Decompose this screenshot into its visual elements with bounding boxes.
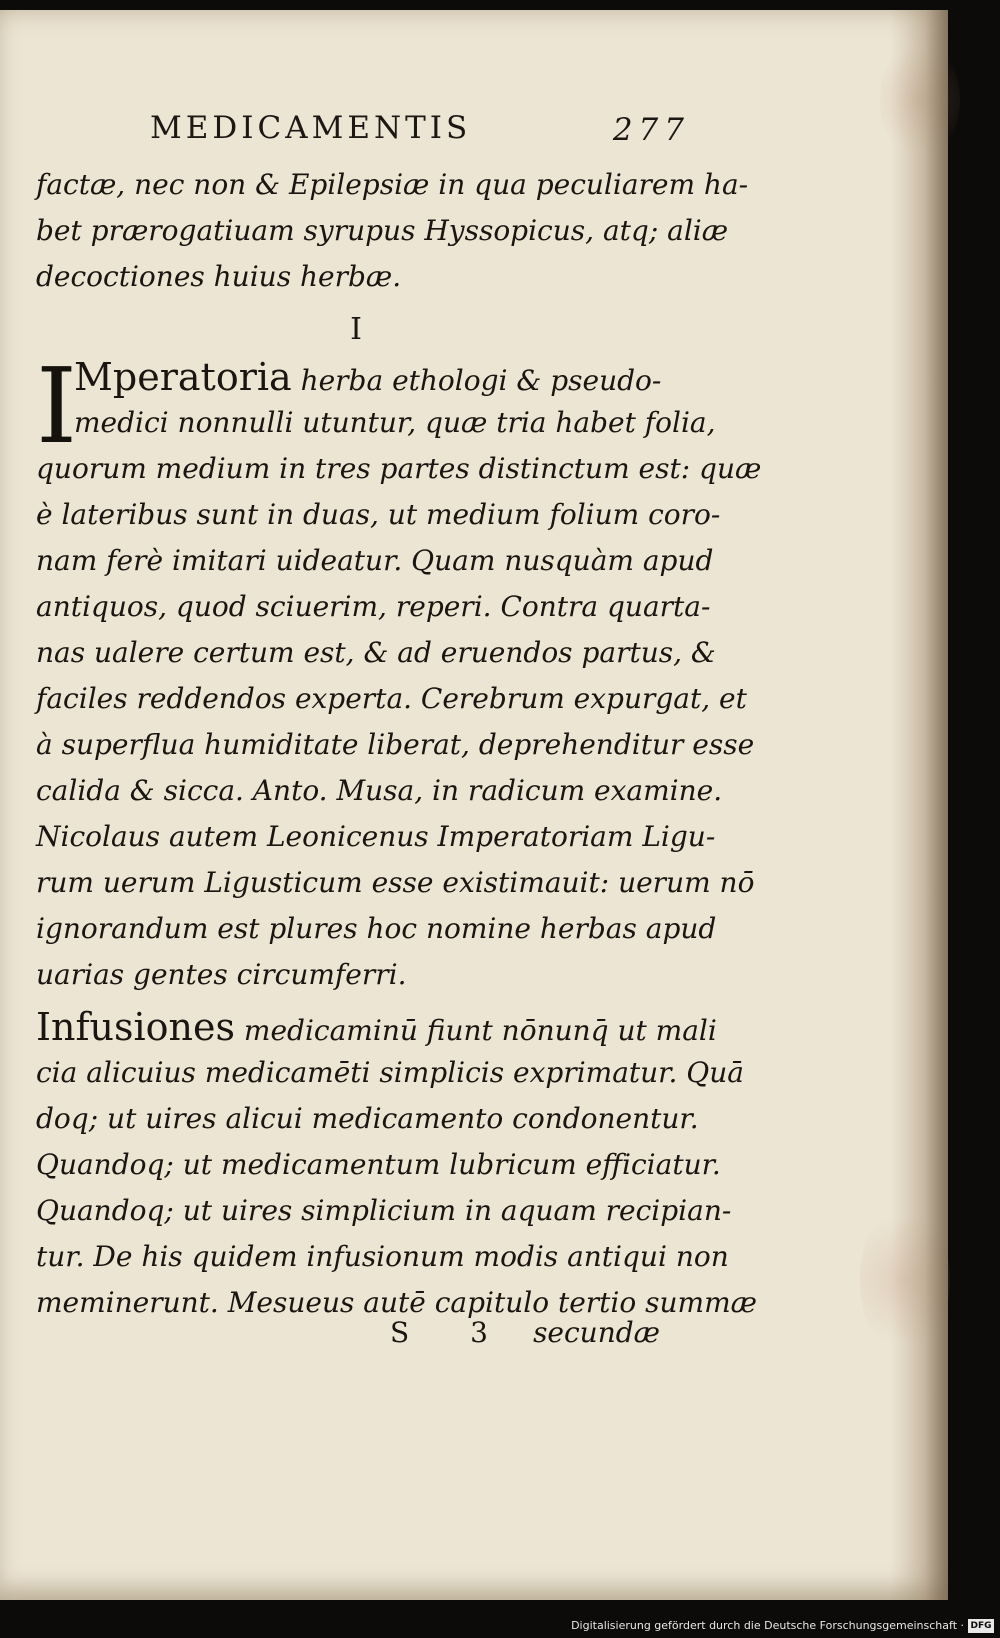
entry-headword: Infusiones — [36, 1005, 236, 1049]
text-line: nam ferè imitari uideatur. Quam nusquàm apud — [36, 544, 714, 577]
text-line: rum uerum Ligusticum esse existimauit: uerum nō — [36, 866, 755, 899]
page-stain — [860, 1200, 950, 1360]
text-line: faciles reddendos experta. Cerebrum expurgat, et — [36, 682, 747, 715]
text-line — [36, 354, 676, 400]
page-footer — [390, 1316, 660, 1360]
catchword: secundæ — [533, 1316, 660, 1349]
section-heading: I — [350, 312, 362, 347]
text-span: herba ethologi & pseudo- — [291, 364, 662, 397]
text-line: uarias gentes circumferri. — [36, 958, 407, 991]
text-line — [36, 1004, 717, 1050]
digitization-credit: Digitalisierung gefördert durch die Deutsche Forschungsgemeinschaft · — [571, 1619, 964, 1632]
entry-infusiones — [36, 1004, 757, 1326]
text-line: nas ualere certum est, & ad eruendos partus, & — [36, 636, 716, 669]
text-line: bet prærogatiuam syrupus Hyssopicus, atq; aliæ — [36, 214, 729, 247]
text-line: Quandoq; ut uires simplicium in aquam recipian- — [36, 1194, 732, 1227]
text-line: Nicolaus autem Leonicenus Imperatoriam Ligu- — [36, 820, 716, 853]
text-line: è lateribus sunt in duas, ut medium folium coro- — [36, 498, 721, 531]
text-span: medicaminū fiunt nōnunq̄ ut mali — [235, 1014, 717, 1047]
text-line: à superflua humiditate liberat, deprehenditur esse — [36, 728, 755, 761]
text-line: Quandoq; ut medicamentum lubricum efficiatur. — [36, 1148, 721, 1181]
text-line: ignorandum est plures hoc nomine herbas apud — [36, 912, 717, 945]
entry-headword: Mperatoria — [74, 355, 292, 399]
drop-cap-initial: I — [36, 345, 78, 467]
page-stain — [880, 40, 960, 160]
dfg-logo: DFG — [968, 1619, 994, 1633]
text-line: factæ, nec non & Epilepsiæ in qua peculiarem ha- — [36, 168, 749, 201]
text-line: decoctiones huius herbæ. — [36, 260, 402, 293]
text-line: calida & sicca. Anto. Musa, in radicum examine. — [36, 774, 723, 807]
body-text — [36, 162, 762, 1326]
text-line: antiquos, quod sciuerim, reperi. Contra quarta- — [36, 590, 711, 623]
text-line: doq; ut uires alicui medicamento condonentur. — [36, 1102, 699, 1135]
text-line: quorum medium in tres partes distinctum est: quæ — [36, 452, 762, 485]
text-line: meminerunt. Mesueus autē capitulo tertio summæ — [36, 1286, 757, 1319]
page-header — [150, 110, 690, 160]
signature-mark: S 3 — [390, 1316, 514, 1349]
text-line: tur. De his quidem infusionum modis antiqui non — [36, 1240, 729, 1273]
page-number: 277 — [612, 112, 690, 148]
text-line: medici nonnulli utuntur, quæ tria habet folia, — [74, 406, 716, 439]
running-head: MEDICAMENTIS — [150, 110, 472, 146]
text-line: cia alicuius medicamēti simplicis exprimatur. Quā — [36, 1056, 744, 1089]
entry-imperatoria — [36, 345, 762, 998]
